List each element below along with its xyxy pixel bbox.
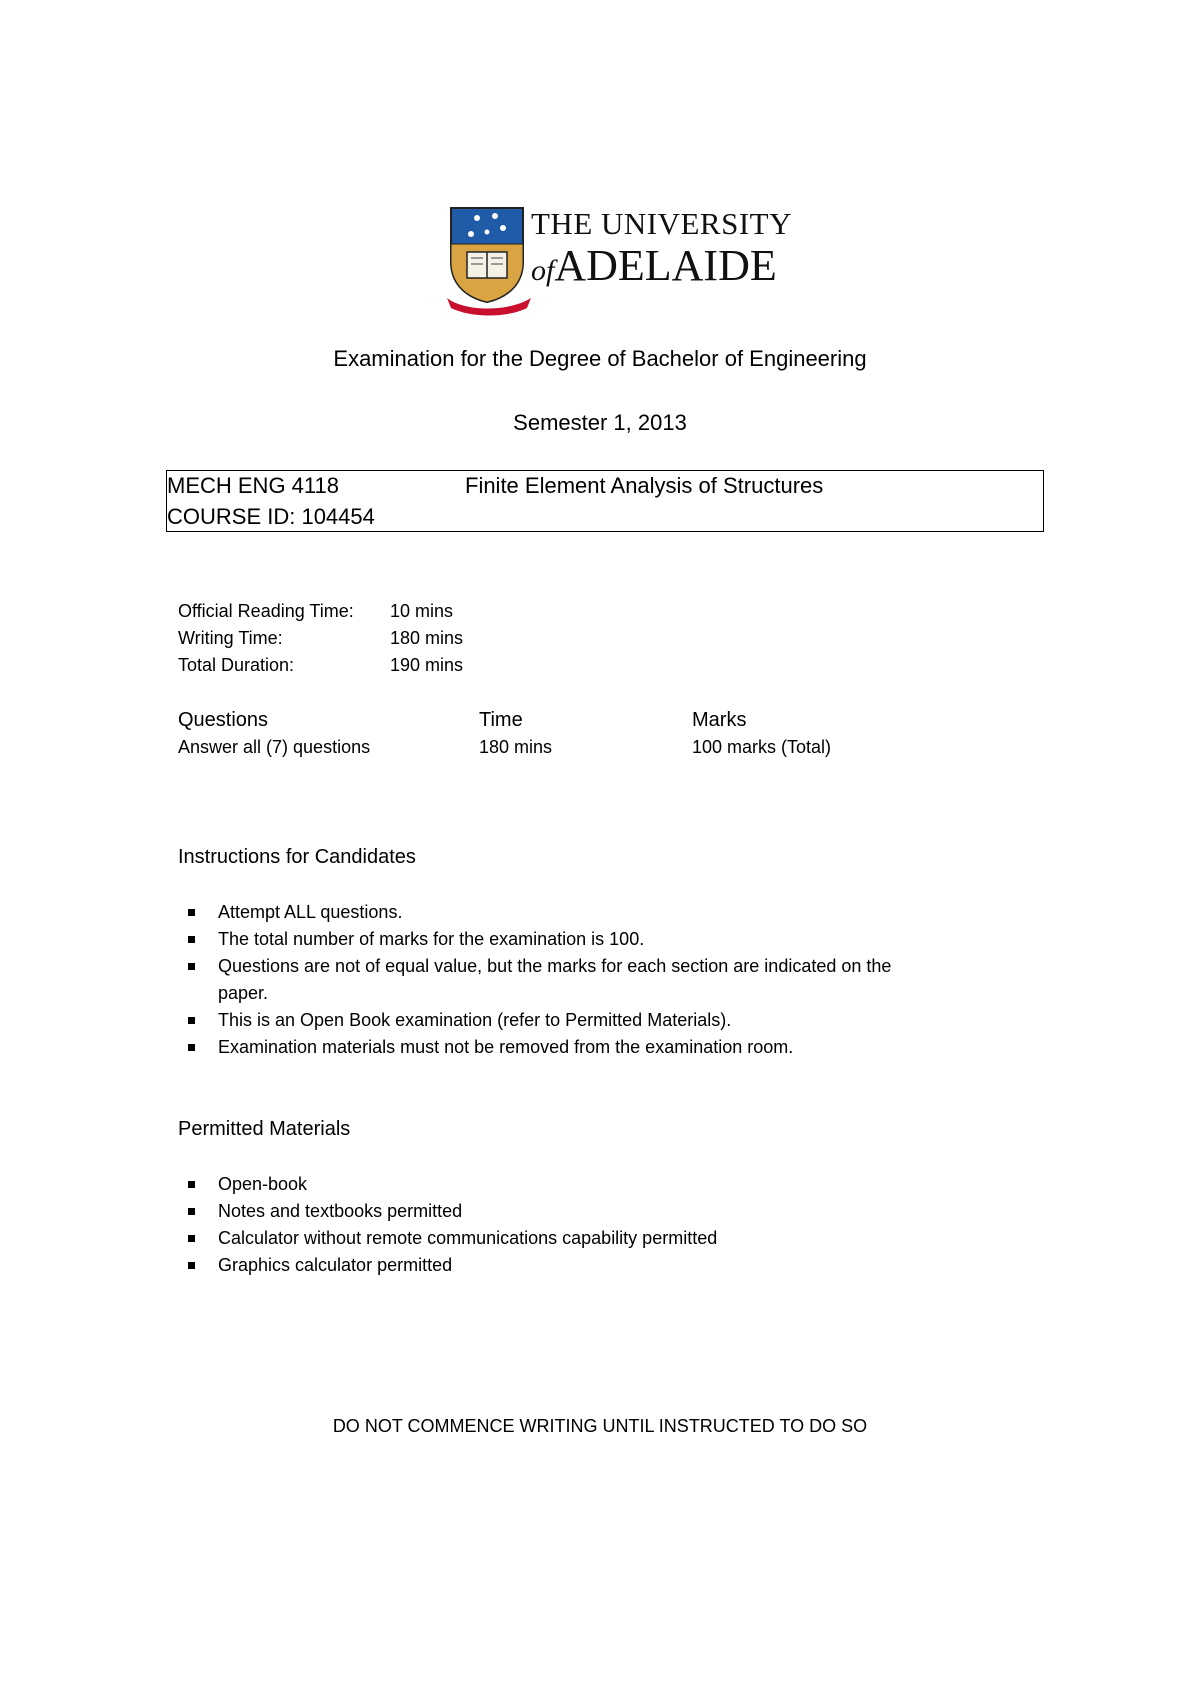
bullet-icon (188, 909, 195, 916)
list-item (218, 1225, 717, 1252)
list-item-text: Graphics calculator permitted (218, 1255, 453, 1275)
list-item-text: Calculator without remote communications capability permitted (218, 1228, 718, 1248)
university-crest-icon (447, 204, 531, 316)
instructions-list (218, 899, 891, 1061)
list-item-text: Attempt ALL questions. (218, 902, 403, 922)
list-item-text: Notes and textbooks permitted (218, 1201, 463, 1221)
logo-of: of (531, 254, 555, 287)
reading-time-value: 10 mins (390, 601, 454, 621)
bullet-icon (188, 963, 195, 970)
list-item (218, 899, 891, 926)
marks-value: 100 marks (Total) (692, 737, 832, 757)
marks-header: Marks (692, 709, 747, 731)
bullet-icon (188, 1017, 195, 1024)
course-box (166, 470, 1044, 532)
course-name: Finite Element Analysis of Structures (465, 473, 824, 498)
closing-notice: DO NOT COMMENCE WRITING UNTIL INSTRUCTED TO DO SO (332, 1416, 868, 1436)
logo-line-2 (531, 240, 777, 291)
total-duration-label: Total Duration: (178, 655, 295, 675)
list-item-text: paper. (218, 983, 269, 1003)
list-item (218, 1034, 891, 1061)
list-item (218, 1198, 717, 1225)
list-item (218, 1252, 717, 1279)
permitted-list (218, 1171, 717, 1279)
course-code: MECH ENG 4118 (167, 473, 339, 498)
list-item (218, 1007, 891, 1034)
questions-value: Answer all (7) questions (178, 737, 371, 757)
instructions-heading: Instructions for Candidates (178, 846, 416, 868)
time-header: Time (479, 709, 523, 731)
exam-title: Examination for the Degree of Bachelor of Engineering (333, 346, 867, 371)
list-item (218, 953, 891, 980)
list-item-text: Examination materials must not be removed from the examination room. (218, 1037, 794, 1057)
course-id: COURSE ID: 104454 (167, 504, 375, 529)
list-item (218, 1171, 717, 1198)
bullet-icon (188, 1044, 195, 1051)
bullet-icon (188, 1181, 195, 1188)
logo-line-1: THE UNIVERSITY (531, 206, 792, 241)
questions-header: Questions (178, 709, 269, 731)
writing-time-value: 180 mins (390, 628, 464, 648)
university-logo (447, 204, 792, 316)
time-value: 180 mins (479, 737, 553, 757)
list-item-text: The total number of marks for the examination is 100. (218, 929, 645, 949)
list-item-text: This is an Open Book examination (refer to Permitted Materials). (218, 1010, 732, 1030)
total-duration-value: 190 mins (390, 655, 464, 675)
list-item-text: Open-book (218, 1174, 308, 1194)
semester: Semester 1, 2013 (513, 410, 687, 435)
bullet-icon (188, 1262, 195, 1269)
list-item-continuation (218, 980, 891, 1007)
permitted-heading: Permitted Materials (178, 1118, 351, 1140)
list-item-text: Questions are not of equal value, but the marks for each section are indicated on the (218, 956, 892, 976)
logo-name: ADELAIDE (554, 241, 777, 290)
bullet-icon (188, 1235, 195, 1242)
bullet-icon (188, 936, 195, 943)
list-item (218, 926, 891, 953)
reading-time-label: Official Reading Time: (178, 601, 354, 621)
bullet-icon (188, 1208, 195, 1215)
writing-time-label: Writing Time: (178, 628, 283, 648)
